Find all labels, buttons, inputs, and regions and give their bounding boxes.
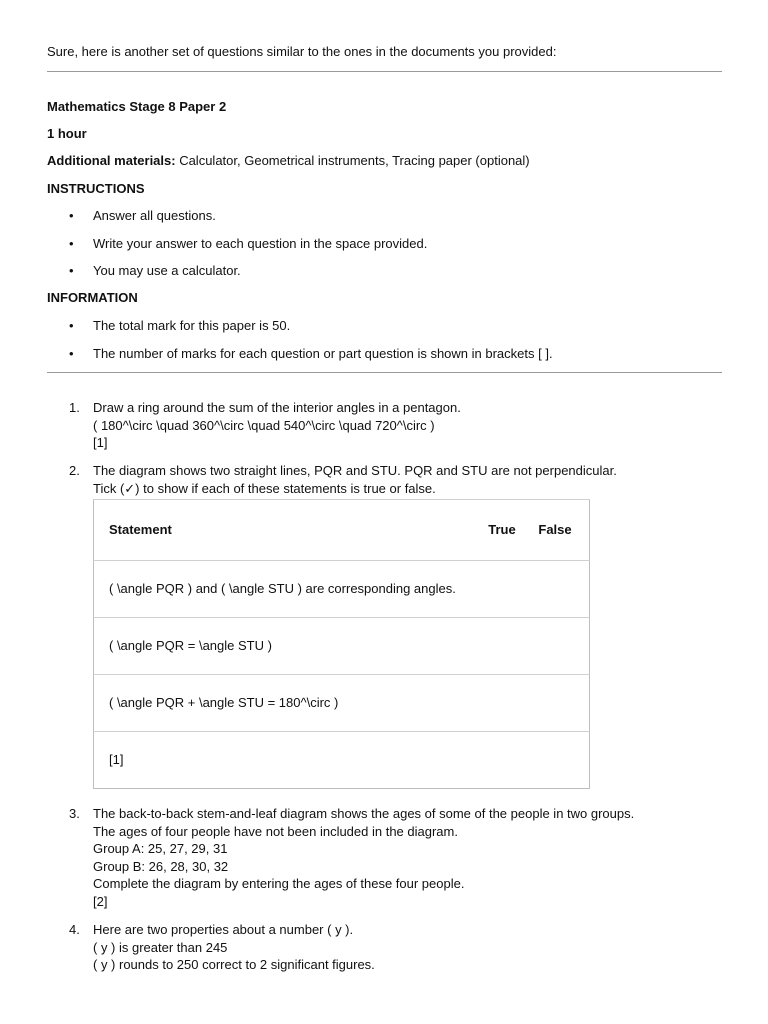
marks: [1] <box>93 435 108 450</box>
table-row <box>94 618 590 675</box>
statement-cell: ( \angle PQR ) and ( \angle STU ) are corresponding angles. <box>94 561 478 618</box>
instructions-heading: INSTRUCTIONS <box>47 181 145 196</box>
question-line: ( 180^\circ \quad 360^\circ \quad 540^\circ \quad 720^\circ ) <box>93 417 435 433</box>
table-header-row <box>94 500 590 561</box>
question-line: Here are two properties about a number ( y ). <box>93 922 354 937</box>
divider-top <box>47 71 722 72</box>
question-line: Group B: 26, 28, 30, 32 <box>93 858 229 874</box>
true-tick-cell[interactable] <box>477 675 527 732</box>
instruction-item: • Answer all questions. <box>47 207 722 235</box>
information-item: • The number of marks for each question or part question is shown in brackets [ ]. <box>47 345 722 373</box>
question-line: ( y ) rounds to 250 correct to 2 significant figures. <box>93 957 375 972</box>
marks: [2] <box>93 893 108 909</box>
materials-value: Calculator, Geometrical instruments, Tracing paper (optional) <box>175 153 530 168</box>
false-tick-cell[interactable] <box>527 561 590 618</box>
empty-cell <box>527 732 590 789</box>
paper-title: Mathematics Stage 8 Paper 2 <box>47 99 227 114</box>
question-number: 3. <box>69 806 80 821</box>
question-list <box>47 399 722 974</box>
materials-label: Additional materials: <box>47 153 176 168</box>
question-2 <box>47 462 722 805</box>
true-tick-cell[interactable] <box>477 561 527 618</box>
question-number: 2. <box>69 463 80 478</box>
statement-table <box>93 499 590 789</box>
instructions-list <box>47 207 722 290</box>
divider-bottom <box>47 372 722 373</box>
false-tick-cell[interactable] <box>527 675 590 732</box>
statement-cell: ( \angle PQR + \angle STU = 180^\circ ) <box>94 675 478 732</box>
marks-cell: [1] <box>94 732 478 789</box>
question-line: Group A: 25, 27, 29, 31 <box>93 841 228 856</box>
empty-cell <box>477 732 527 789</box>
additional-materials <box>47 152 530 170</box>
statement-cell: ( \angle PQR = \angle STU ) <box>94 618 478 675</box>
true-header: True <box>477 500 527 561</box>
question-1 <box>47 399 722 462</box>
table-row <box>94 561 590 618</box>
statement-header: Statement <box>94 500 478 561</box>
paper-duration: 1 hour <box>47 126 87 141</box>
question-line: Draw a ring around the sum of the interior angles in a pentagon. <box>93 400 461 415</box>
question-line: The back-to-back stem-and-leaf diagram shows the ages of some of the people in two groups. <box>93 806 635 821</box>
instruction-item: • Write your answer to each question in the space provided. <box>47 235 722 263</box>
question-3 <box>47 805 722 921</box>
question-line: Tick (✓) to show if each of these statements is true or false. <box>93 480 436 496</box>
true-tick-cell[interactable] <box>477 618 527 675</box>
instruction-item: • You may use a calculator. <box>47 262 722 290</box>
question-line: ( y ) is greater than 245 <box>93 939 228 955</box>
question-number: 4. <box>69 922 80 937</box>
question-number: 1. <box>69 400 80 415</box>
question-line: Complete the diagram by entering the ages of these four people. <box>93 876 465 891</box>
information-list <box>47 317 722 372</box>
intro-text: Sure, here is another set of questions similar to the ones in the documents you provided: <box>47 44 557 59</box>
table-row <box>94 732 590 789</box>
question-4 <box>47 921 722 974</box>
false-header: False <box>527 500 590 561</box>
question-line: The diagram shows two straight lines, PQR and STU. PQR and STU are not perpendicular. <box>93 463 617 478</box>
information-item: • The total mark for this paper is 50. <box>47 317 722 345</box>
false-tick-cell[interactable] <box>527 618 590 675</box>
information-heading: INFORMATION <box>47 290 138 305</box>
table-row <box>94 675 590 732</box>
question-line: The ages of four people have not been included in the diagram. <box>93 823 458 839</box>
